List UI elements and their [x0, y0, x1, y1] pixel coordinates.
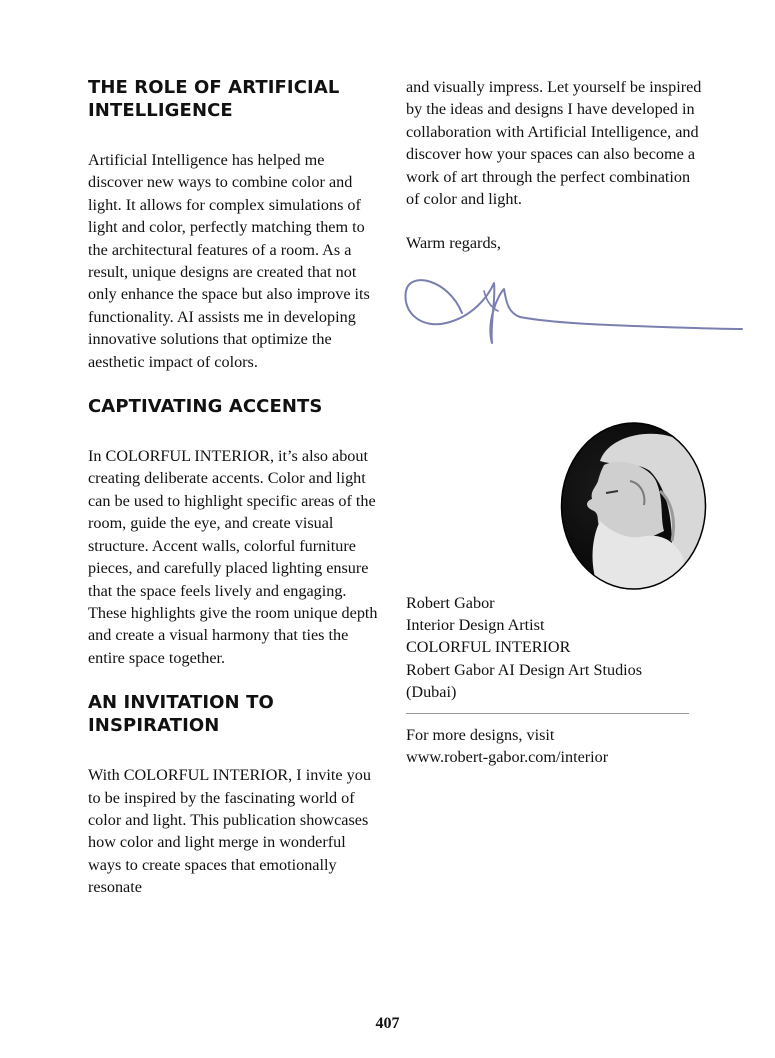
more-designs-text: For more designs, visit — [406, 726, 555, 745]
section-accents — [88, 395, 380, 669]
divider — [406, 713, 689, 714]
page-number: 407 — [375, 1015, 400, 1032]
section-ai — [88, 76, 380, 373]
body-invitation: With COLORFUL INTERIOR, I invite you to be inspired by the fascinating world of color and light. This publication showcases how color and light merge in wonderful ways to create spaces that emotionally resonate — [88, 766, 371, 897]
author-name: Robert Gabor — [406, 594, 495, 612]
portrait-photo — [560, 421, 707, 591]
section-invitation — [88, 691, 380, 898]
author-location: (Dubai) — [406, 682, 457, 701]
author-studio: Robert Gabor AI Design Art Studios — [406, 660, 643, 679]
heading-invitation: AN INVITATION TO INSPIRATION — [88, 692, 274, 737]
left-column — [88, 76, 380, 921]
right-column — [406, 76, 706, 351]
signature-mark — [402, 261, 752, 351]
author-block — [406, 592, 690, 768]
website-link[interactable]: www.robert-gabor.com/interior — [406, 748, 609, 767]
author-publication: COLORFUL INTERIOR — [406, 638, 571, 657]
heading-ai: THE ROLE OF ARTIFICIAL INTELLIGENCE — [88, 77, 340, 121]
author-title: Interior Design Artist — [406, 616, 545, 635]
body-accents: In COLORFUL INTERIOR, it’s also about creating deliberate accents. Color and light can be used to highlight specific areas of the room, guide the eye, and create visual structure. Accent walls, colorful furniture pieces, and carefully placed lighting ensure that the space feels lively and engaging. These highlights give the room unique depth and create a visual harmony that ties the entire space together. — [88, 447, 378, 667]
heading-accents: CAPTIVATING ACCENTS — [88, 396, 323, 418]
continuation-text: and visually impress. Let yourself be inspired by the ideas and designs I have developed in collaboration with Artificial Intelligence, and discover how your spaces can also become a work of art through the perfect combination of color and light. — [406, 78, 702, 209]
body-ai: Artificial Intelligence has helped me discover new ways to combine color and light. It allows for complex simulations of light and color, perfectly matching them to the architectural features of a room. As a result, unique designs are created that not only enhance the space but also improve its functionality. AI assists me in developing innovative solutions that optimize the aesthetic impact of colors. — [88, 151, 370, 371]
closing-text: Warm regards, — [406, 234, 501, 253]
